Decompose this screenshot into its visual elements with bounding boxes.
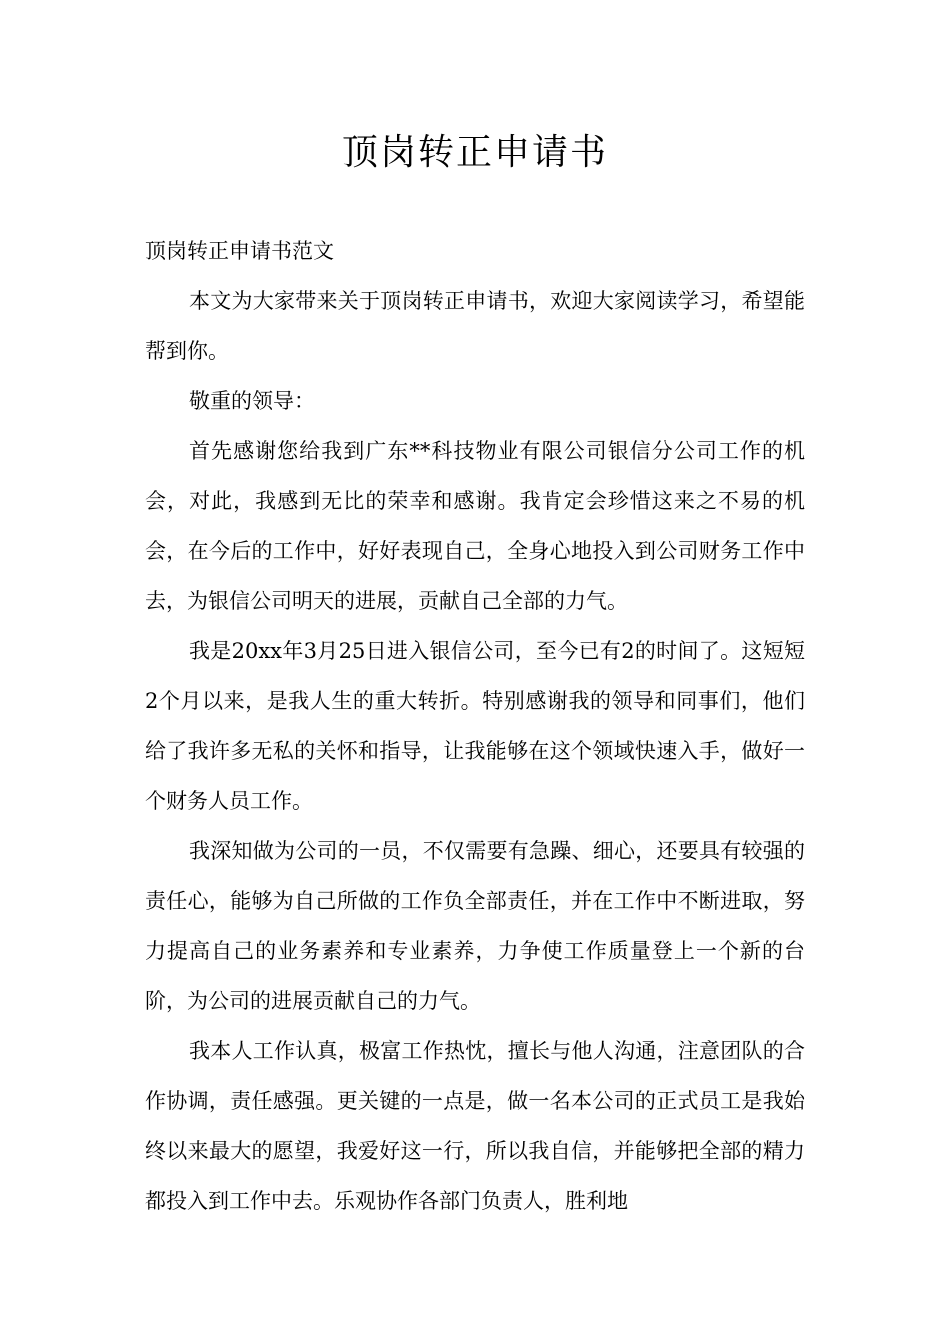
paragraph-history: 我是20xx年3月25日进入银信公司，至今已有2的时间了。这短短2个月以来，是我人生的重大转折。特别感谢我的领导和同事们，他们给了我许多无私的关怀和指导，让我能够在这个领域快速入手，做好一个财务人员工作。 (145, 639, 805, 813)
paragraph-self-assessment: 我本人工作认真，极富工作热忱，擅长与他人沟通，注意团队的合作协调，责任感强。更关键的一点是，做一名本公司的正式员工是我始终以来最大的愿望，我爱好这一行，所以我自信，并能够把全部的精力都投入到工作中去。乐观协作各部门负责人，胜利地 (145, 1039, 805, 1213)
document-title: 顶岗转正申请书 (341, 132, 608, 173)
document-subtitle: 顶岗转正申请书范文 (145, 239, 334, 263)
paragraph-intro: 本文为大家带来关于顶岗转正申请书，欢迎大家阅读学习，希望能帮到你。 (145, 289, 805, 363)
paragraph-salutation: 敬重的领导： (189, 389, 315, 413)
document-body (145, 226, 805, 1226)
paragraph-responsibility: 我深知做为公司的一员，不仅需要有急躁、细心，还要具有较强的责任心，能够为自己所做的工作负全部责任，并在工作中不断进取，努力提高自己的业务素养和专业素养，力争使工作质量登上一个新的台阶，为公司的进展贡献自己的力气。 (145, 839, 805, 1013)
paragraph-thanks: 首先感谢您给我到广东**科技物业有限公司银信分公司工作的机会，对此，我感到无比的荣幸和感谢。我肯定会珍惜这来之不易的机会，在今后的工作中，好好表现自己，全身心地投入到公司财务工作中去，为银信公司明天的进展，贡献自己全部的力气。 (145, 439, 805, 613)
